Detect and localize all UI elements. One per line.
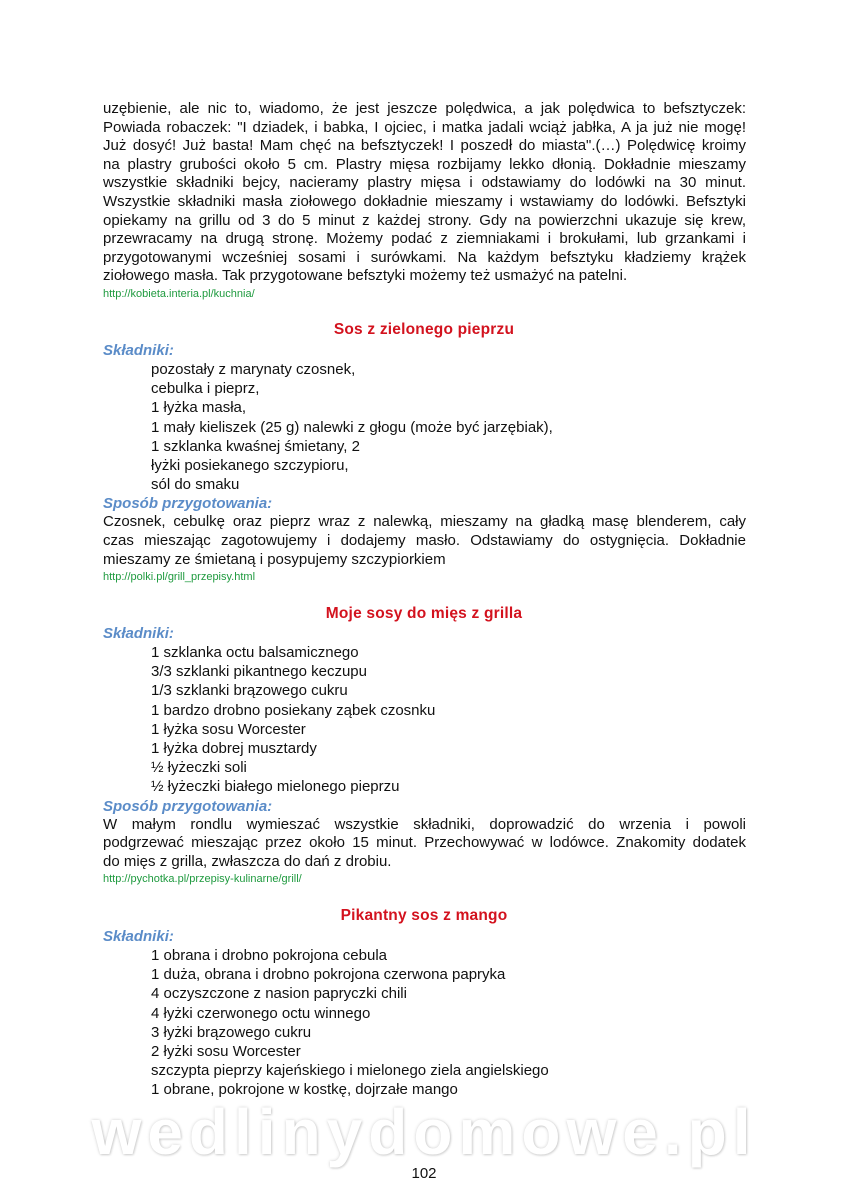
- ingredient-item: 1/3 szklanki brązowego cukru: [151, 682, 348, 700]
- ingredient-item: 1 obrane, pokrojone w kostkę, dojrzałe mango: [151, 1081, 458, 1099]
- recipe-body: [103, 624, 746, 886]
- ingredients-label: Składniki:: [103, 928, 174, 945]
- paragraph-line: W małym rondlu wymieszać wszystkie składniki, doprowadzić do wrzenia i powoli: [103, 815, 746, 833]
- ingredient-item: 1 bardzo drobno posiekany ząbek czosnku: [151, 701, 436, 719]
- paragraph-line: do mięs z grilla, zwłaszcza do dań z drobiu.: [103, 852, 392, 870]
- source-link[interactable]: http://kobieta.interia.pl/kuchnia/: [103, 287, 255, 300]
- method-label: Sposób przygotowania:: [103, 797, 273, 815]
- ingredient-item: szczypta pieprzy kajeńskiego i mielonego ziela angielskiego: [151, 1062, 549, 1080]
- ingredient-item: ½ łyżeczki soli: [151, 759, 247, 777]
- ingredient-item: 1 mały kieliszek (25 g) nalewki z głogu (może być jarzębiak),: [151, 418, 553, 436]
- ingredients-label: Składniki:: [103, 342, 174, 359]
- intro-paragraph: [103, 100, 746, 301]
- page-number: 102: [411, 1165, 437, 1182]
- ingredient-item: sól do smaku: [151, 476, 240, 494]
- paragraph-line: ziołowego masła. Tak przygotowane befsztyki możemy też usmażyć na patelni.: [103, 267, 628, 285]
- ingredient-item: 4 oczyszczone z nasion papryczki chili: [151, 985, 407, 1003]
- paragraph-line: podgrzewać mieszając przez około 15 minut. Przechowywać w lodówce. Znakomity dodatek: [103, 834, 746, 852]
- ingredient-item: 1 łyżka dobrej musztardy: [151, 740, 317, 758]
- paragraph-line: na plastry grubości około 5 cm. Plastry mięsa rozbijamy lekko dłonią. Dokładnie mieszamy: [103, 155, 746, 173]
- ingredient-item: łyżki posiekanego szczypioru,: [151, 457, 349, 475]
- source-link[interactable]: http://polki.pl/grill_przepisy.html: [103, 571, 256, 584]
- ingredient-item: pozostały z marynaty czosnek,: [151, 361, 356, 378]
- ingredient-item: 1 obrana i drobno pokrojona cebula: [151, 947, 388, 964]
- recipe-title: Pikantny sos z mango: [340, 907, 508, 924]
- ingredient-item: 1 duża, obrana i drobno pokrojona czerwona papryka: [151, 966, 506, 984]
- ingredient-item: 4 łyżki czerwonego octu winnego: [151, 1004, 371, 1022]
- source-link[interactable]: http://pychotka.pl/przepisy-kulinarne/grill/: [103, 873, 302, 886]
- ingredient-item: 3 łyżki brązowego cukru: [151, 1023, 312, 1041]
- paragraph-line: Czosnek, cebulkę oraz pieprz wraz z nalewką, mieszamy na gładką masę blenderem, cały: [103, 513, 746, 531]
- paragraph-line: wszystkie składniki bejcy, nacieramy plastry mięsa i odstawiamy do lodówki na 30 minut.: [103, 174, 746, 192]
- recipe-body: [103, 341, 746, 584]
- recipe-title: Moje sosy do mięs z grilla: [325, 605, 523, 622]
- paragraph-line: uzębienie, ale nic to, wiadomo, że jest jeszcze polędwica, a jak polędwica to befsztyczek:: [103, 100, 746, 117]
- paragraph-line: przygotowanymi wcześniej sosami i surówkami. Na każdym befsztyku kładziemy krążek: [103, 248, 746, 266]
- recipe-title: Sos z zielonego pieprzu: [333, 321, 515, 338]
- ingredient-item: 1 szklanka octu balsamicznego: [151, 644, 359, 661]
- paragraph-line: Powiada robaczek: "I dziadek, i babka, I ojciec, i matka jadali wciąż jabłka, A ja już nie mogę!: [103, 118, 746, 136]
- ingredient-item: ½ łyżeczki białego mielonego pieprzu: [151, 778, 400, 796]
- ingredient-item: 1 szklanka kwaśnej śmietany, 2: [151, 437, 360, 455]
- paragraph-line: czas mieszając zagotowujemy i dodajemy masło. Odstawiamy do ostygnięcia. Dokładnie: [103, 532, 746, 550]
- paragraph-line: przewracamy na drugą stronę. Możemy podać z ziemniakami i brokułami, lub grzankami i: [103, 230, 746, 248]
- ingredient-item: 2 łyżki sosu Worcester: [151, 1043, 301, 1061]
- paragraph-line: mieszamy ze śmietaną i posypujemy szczypiorkiem: [103, 550, 446, 568]
- ingredient-item: 1 łyżka masła,: [151, 399, 247, 417]
- recipe-body: [103, 927, 746, 1100]
- watermark-logo: wedlinydomowe.pl: [91, 1096, 757, 1168]
- method-label: Sposób przygotowania:: [103, 495, 273, 513]
- ingredient-item: 3/3 szklanki pikantnego keczupu: [151, 663, 367, 681]
- paragraph-line: Już dosyć! Już basta! Mam chęć na befsztyczek! I poszedł do miasta".(…) Polędwicę kroimy: [103, 137, 746, 155]
- paragraph-line: Wszystkie składniki masła ziołowego dokładnie mieszamy i wstawiamy do lodówki. Befsztyki: [103, 192, 746, 210]
- ingredient-item: 1 łyżka sosu Worcester: [151, 720, 306, 738]
- ingredient-item: cebulka i pieprz,: [151, 380, 260, 398]
- paragraph-line: opiekamy na grillu od 3 do 5 minut z każdej strony. Gdy na powierzchni ukazuje się krew,: [103, 211, 746, 229]
- ingredients-label: Składniki:: [103, 625, 174, 642]
